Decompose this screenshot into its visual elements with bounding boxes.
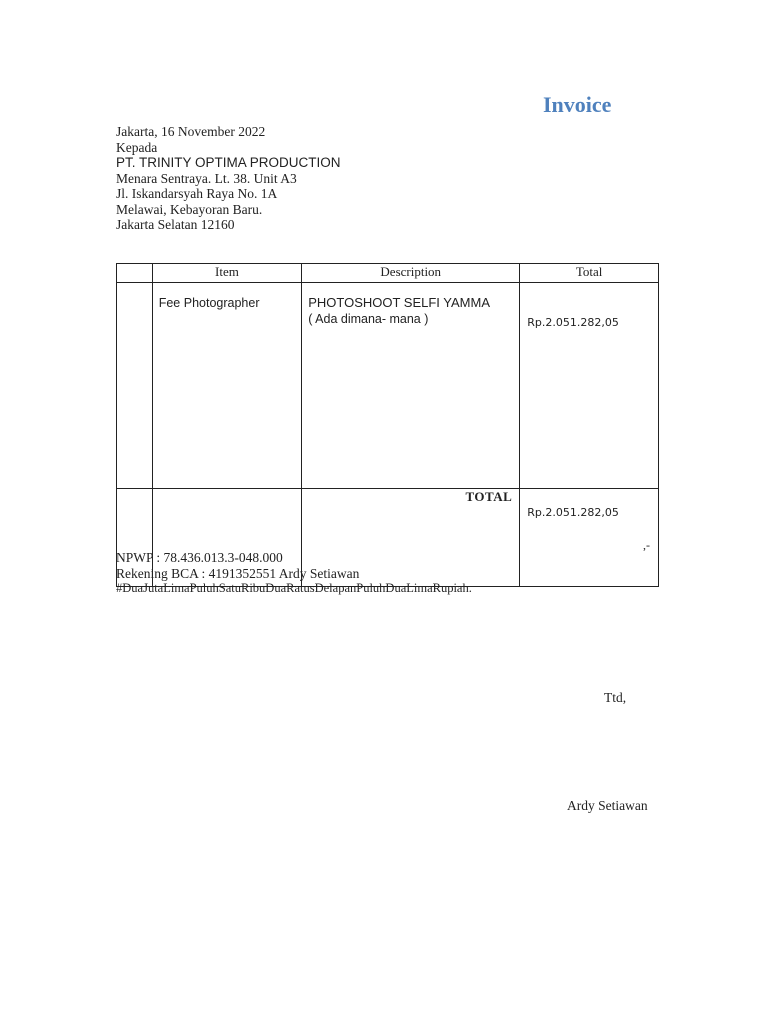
- address-line-3: Melawai, Kebayoran Baru.: [116, 201, 263, 217]
- column-header-total: Total: [520, 264, 659, 283]
- payment-info: [116, 550, 472, 597]
- index-cell: [117, 283, 153, 489]
- amount-cell: Rp.2.051.282,05: [520, 283, 659, 489]
- amount-in-words: #DuaJutaLimaPuluhSatuRibuDuaRatusDelapanPuluhDuaLimaRupiah.: [116, 581, 472, 595]
- date-line: Jakarta, 16 November 2022: [116, 124, 266, 139]
- address-line-2: Jl. Iskandarsyah Raya No. 1A: [116, 186, 278, 201]
- invoice-table: [116, 263, 659, 587]
- signature-label: Ttd,: [604, 690, 627, 705]
- total-label: TOTAL: [465, 489, 513, 504]
- total-amount: Rp.2.051.282,05: [527, 506, 619, 519]
- total-amount-cell: [520, 489, 659, 587]
- npwp-line: NPWP : 78.436.013.3-048.000: [116, 550, 283, 565]
- description-cell: [302, 283, 520, 489]
- table-header-row: [117, 264, 659, 283]
- item-cell: Fee Photographer: [152, 283, 301, 489]
- bank-account-line: Rekening BCA : 4191352551 Ardy Setiawan: [116, 565, 360, 581]
- recipient-header: [116, 124, 341, 233]
- column-header-item: Item: [152, 264, 301, 283]
- signer-name: Ardy Setiawan: [567, 798, 648, 813]
- to-label: Kepada: [116, 139, 158, 155]
- total-suffix: ,-: [643, 538, 650, 552]
- invoice-title: Invoice: [543, 92, 612, 117]
- column-header-index: [117, 264, 153, 283]
- company-name: PT. TRINITY OPTIMA PRODUCTION: [116, 155, 341, 170]
- column-header-description: Description: [302, 264, 520, 283]
- address-line-1: Menara Sentraya. Lt. 38. Unit A3: [116, 170, 297, 186]
- description-sub: ( Ada dimana- mana ): [308, 312, 429, 326]
- description-main: PHOTOSHOOT SELFI YAMMA: [308, 295, 490, 310]
- table-row: [117, 283, 659, 489]
- address-line-4: Jakarta Selatan 12160: [116, 217, 235, 232]
